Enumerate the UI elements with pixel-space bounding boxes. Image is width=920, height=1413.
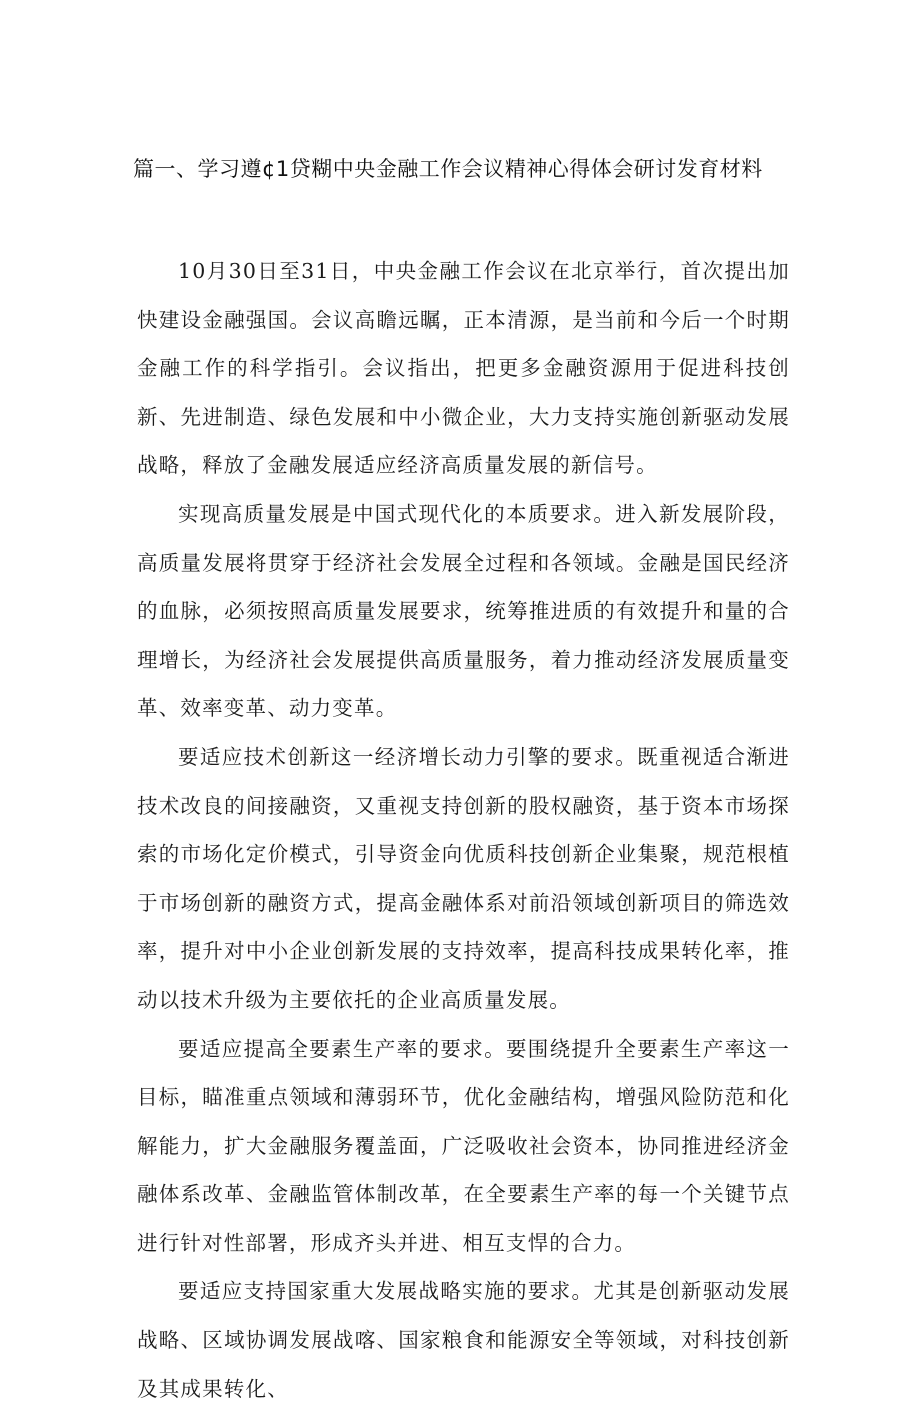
paragraph-5: 要适应支持国家重大发展战略实施的要求。尤其是创新驱动发展战略、区域协调发展战喀、国家粮食和能源安全等领域，对科技创新及其成果转化、 <box>137 1279 790 1401</box>
document-body <box>137 247 790 1413</box>
paragraph-3: 要适应技术创新这一经济增长动力引擎的要求。既重视适合渐进技术改良的间接融资，又重视支持创新的股权融资，基于资本市场探索的市场化定价模式，引导资金向优质科技创新企业集聚，规范根植于市场创新的融资方式，提高金融体系对前沿领域创新项目的筛选效率，提升对中小企业创新发展的支持效率，提高科技成果转化率，推动以技术升级为主要依托的企业高质量发展。 <box>137 744 790 1012</box>
paragraph-1: 10月30日至31日，中央金融工作会议在北京举行，首次提出加快建设金融强国。会议高瞻远瞩，正本清源，是当前和今后一个时期金融工作的科学指引。会议指出，把更多金融资源用于促进科技创新、先进制造、绿色发展和中小微企业，大力支持实施创新驱动发展战略，释放了金融发展适应经济高质量发展的新信号。 <box>137 259 790 478</box>
paragraph-2: 实现高质量发展是中国式现代化的本质要求。进入新发展阶段，高质量发展将贯穿于经济社会发展全过程和各领域。金融是国民经济的血脉，必须按照高质量发展要求，统筹推进质的有效提升和量的合理增长，为经济社会发展提供高质量服务，着力推动经济发展质量变革、效率变革、动力变革。 <box>137 501 790 721</box>
document-title: 篇一、学习遵¢1贷糊中央金融工作会议精神心得体会研讨发育材料 <box>133 157 763 181</box>
paragraph-4: 要适应提高全要素生产率的要求。要围绕提升全要素生产率这一目标，瞄准重点领域和薄弱环节，优化金融结构，增强风险防范和化解能力，扩大金融服务覆盖面，广泛吸收社会资本，协同推进经济金融体系改革、金融监管体制改革，在全要素生产率的每一个关键节点进行针对性部署，形成齐头并进、相互支悍的合力。 <box>137 1036 790 1255</box>
